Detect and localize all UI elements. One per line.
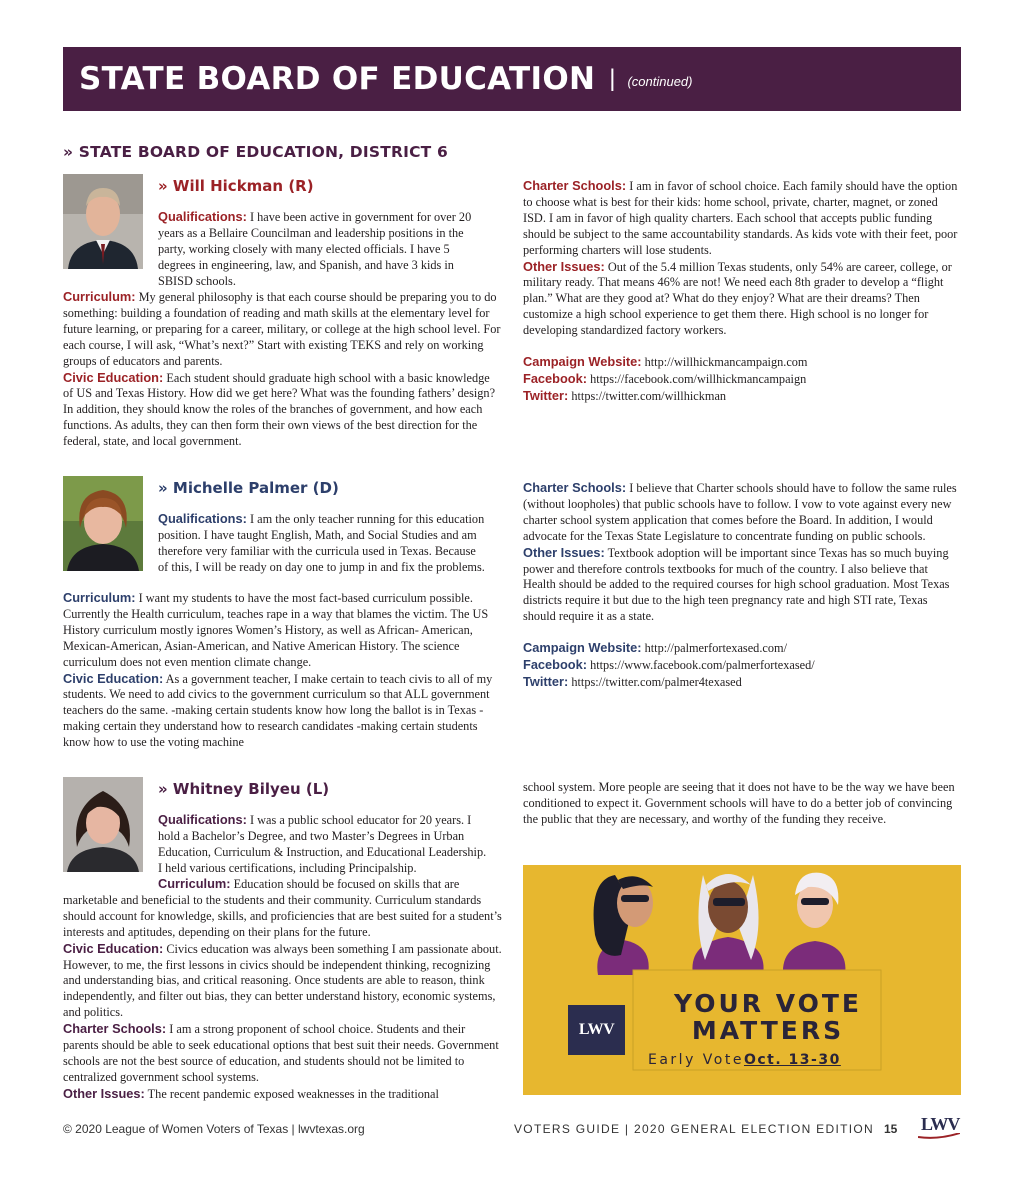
ad-headline-line1: YOUR VOTE <box>673 989 862 1018</box>
answers-block <box>63 289 503 450</box>
curriculum-label: Curriculum: <box>63 289 136 304</box>
candidate-name: » Whitney Bilyeu (L) <box>158 780 330 798</box>
page-subtitle: (continued) <box>627 73 693 89</box>
qualifications-label: Qualifications: <box>158 511 247 526</box>
other-issues-label: Other Issues: <box>523 544 605 560</box>
title-separator: | <box>609 65 616 92</box>
charter-schools-label: Charter Schools: <box>523 480 627 495</box>
curriculum-text: I want my students to have the most fact-based curriculum possible. Currently the Health curriculum, teaches rape in a way that blames the victim. The US History curriculum mostly ignores Women’s History, as well as African- American, Mexican-American, Asian-American, and Native American History. The science curriculum does not even mention climate change. <box>63 591 489 669</box>
twitter-label: Twitter: <box>523 387 569 403</box>
ad-headline-line2: MATTERS <box>691 1016 845 1045</box>
curriculum-text: My general philosophy is that each course should be preparing you to do something: building a foundation of reading and math skills at the elementary level for future learning, or preparing for a career, military, or college at the high school level. For each course, I will ask, “What’s next?” Start with existing TEKS and rely on working groups of educators and parents. <box>63 290 501 368</box>
twitter-link[interactable]: https://twitter.com/palmer4texased <box>571 674 742 689</box>
candidate-photo-hickman <box>63 174 143 269</box>
other-issues-text: Textbook adoption will be important since Texas has so much buying power and therefore controls textbooks for much of the country. I also believe that Health should be added to the required courses for high school graduation. Most Texas districts require it but due to the high teen pregnancy rate and high STI rate, Texas should require it as a state. <box>523 545 950 624</box>
candidate-name: » Michelle Palmer (D) <box>158 479 339 497</box>
other-issues-continued: school system. More people are seeing that it does not have to be the way we have been conditioned to expect it. Government schools will have to do a better job of convincing the public that they are necessary, and worthy of the funding they receive. <box>523 780 955 826</box>
vote-ad-banner <box>523 865 961 1095</box>
twitter-label: Twitter: <box>523 673 569 689</box>
campaign-website-link[interactable]: http://palmerfortexased.com/ <box>644 641 787 656</box>
curriculum-text: Education should be focused on skills that are marketable and beneficial to the students and their community. Curriculum standards should account for knowledge, skills, and proficiencies that are best suited for a student’s interests and aptitudes, depending on their plans for the future. <box>63 877 502 939</box>
charter-schools-label: Charter Schools: <box>63 1021 167 1037</box>
qualifications-label: Qualifications: <box>158 209 247 224</box>
charter-schools-text: I believe that Charter schools should have to follow the same rules (without loopholes) that public schools have to follow. I vow to vote against every new charter school system application that comes before the Board. In addition, I would advocate for the Texas State Legislature to concentrate funding on public schools. <box>523 481 957 543</box>
other-issues-label: Other Issues: <box>523 258 605 274</box>
answers-block-right <box>523 780 961 828</box>
facebook-link[interactable]: https://facebook.com/willhickmancampaign <box>590 371 807 386</box>
ad-headline <box>643 990 893 1044</box>
twitter-link[interactable]: https://twitter.com/willhickman <box>571 388 727 403</box>
charter-schools-label: Charter Schools: <box>523 178 627 193</box>
facebook-link[interactable]: https://www.facebook.com/palmerfortexased/ <box>590 658 815 673</box>
candidate-photo-palmer <box>63 476 143 571</box>
civic-education-label: Civic Education: <box>63 369 164 385</box>
page-title: STATE BOARD OF EDUCATION <box>79 61 596 97</box>
campaign-website-link[interactable]: http://willhickmancampaign.com <box>644 355 808 370</box>
footer-edition <box>514 1122 897 1136</box>
footer-edition-text: VOTERS GUIDE | 2020 GENERAL ELECTION EDITION <box>514 1122 874 1136</box>
other-issues-text: The recent pandemic exposed weaknesses in the traditional <box>147 1086 439 1101</box>
qualifications-label: Qualifications: <box>158 812 247 827</box>
facebook-label: Facebook: <box>523 370 587 386</box>
curriculum-label: Curriculum: <box>63 590 136 605</box>
qualifications-text: I am the only teacher running for this education position. I have taught English, Math, and Social Studies and am therefore very familiar with the curricula used in Texas. Because of this, I will be ready on day one to jump in and fix the problems. <box>158 512 485 574</box>
qualifications-block <box>158 812 493 877</box>
early-vote-line <box>648 1052 841 1068</box>
qualifications-block <box>158 511 488 576</box>
lwv-logo: LWV <box>568 1005 625 1055</box>
footer-copyright: © 2020 League of Women Voters of Texas | lwvtexas.org <box>63 1122 365 1136</box>
page-number: 15 <box>883 1122 898 1136</box>
campaign-website-label: Campaign Website: <box>523 354 642 370</box>
answers-block <box>63 876 503 1103</box>
curriculum-label: Curriculum: <box>158 876 231 891</box>
qualifications-text: I have been active in government for over 20 years as a Bellaire Councilman and leadership positions in the party, working closely with many elected officials. I have 5 degrees in engineering, law, and Spanish, and have 3 kids in SBISD schools. <box>158 210 472 288</box>
qualifications-text: I was a public school educator for 20 years. I hold a Bachelor’s Degree, and two Master’s Degrees in Urban Education, Curriculum & Instruction, and Educational Leadership. I held various certifications, including Principalship. <box>158 813 487 875</box>
charter-schools-text: I am in favor of school choice. Each family should have the option to choose what is best for their kids: home school, private, charter, magnet, or zoned ISD. I am in favor of high quality charters. Each school that accepts public funding should be subject to the same accountability standards. As kids vote with their feet, poor performing charters will lose students. <box>523 179 958 257</box>
campaign-website-label: Campaign Website: <box>523 640 642 656</box>
civic-education-text: Each student should graduate high school with a basic knowledge of US and Texas History. How did we get here? What was the founding fathers’ design? In addition, they should know the roles of the branches of government, and how each functions. As adults, they can then form their own views of the best direction for the federal, state, and local government. <box>63 370 496 449</box>
civic-education-text: Civics education was always been something I am passionate about. However, to me, the first lessons in civics should be independent thinking, recognizing and understanding bias, and critical reasoning. Once students are able to reason, think independently, and filter out bias, they can better understand history, economic systems, and politics. <box>63 941 502 1020</box>
other-issues-label: Other Issues: <box>63 1085 145 1101</box>
qualifications-block <box>158 209 488 290</box>
answers-block <box>63 590 503 751</box>
answers-block-right <box>523 480 961 691</box>
footer-swoosh-icon <box>918 1133 960 1139</box>
other-issues-text: Out of the 5.4 million Texas students, only 54% are career, college, or military ready. That means 46% are not! We need each 8th grader to develop a “flight plan.” What are they good at? What do they enjoy? What are their dreams? Then customize a high school experience to get them there. High school is no longer for developing standardized factory workers. <box>523 259 952 338</box>
section-banner <box>63 47 961 111</box>
charter-schools-text: I am a strong proponent of school choice. Students and their parents should be able to seek educational options that best suit their needs. Government schools are not the best source of education, and students should not be limited to centralized government school systems. <box>63 1022 499 1084</box>
civic-education-label: Civic Education: <box>63 940 164 956</box>
early-vote-label: Early Vote <box>648 1052 744 1068</box>
civic-education-text: As a government teacher, I make certain to teach civis to all of my students. We need to add civics to the government curriculum so that ALL government teachers do the same. -making certain students know how long the ballot is in Texas -making certain they understand how to research candidates -making certain students know how to use the voting machine <box>63 671 493 750</box>
candidate-photo-bilyeu <box>63 777 143 872</box>
civic-education-label: Civic Education: <box>63 670 164 686</box>
district-heading: » STATE BOARD OF EDUCATION, DISTRICT 6 <box>63 143 449 161</box>
early-vote-dates: Oct. 13-30 <box>743 1052 841 1068</box>
footer-lwv-logo: LWV <box>921 1114 960 1134</box>
candidate-name: » Will Hickman (R) <box>158 177 314 195</box>
facebook-label: Facebook: <box>523 657 587 673</box>
answers-block-right <box>523 178 961 405</box>
